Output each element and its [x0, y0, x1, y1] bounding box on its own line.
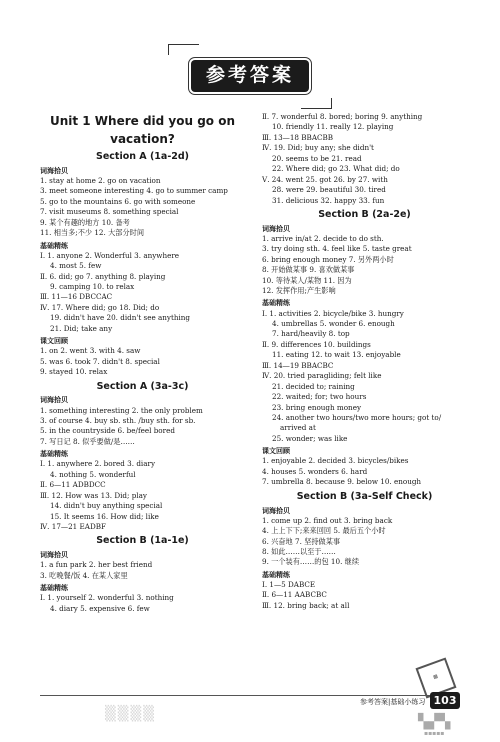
site-logo-image: ▚▞▚ — [418, 714, 451, 730]
answer-line: 20. seems to be 21. read — [272, 153, 362, 163]
sub-heading: 词海拾贝 — [262, 224, 290, 233]
answer-line: 6. 兴奋地 7. 坚持做某事 — [262, 536, 341, 546]
answer-line: Ⅲ. 12. bring back; at all — [262, 600, 350, 610]
answer-line: 21. decided to; raining — [272, 381, 355, 391]
section-title: Section A (1a-2d) — [95, 151, 190, 162]
answer-line: 10. 等待某人/某物 11. 因为 — [262, 275, 352, 285]
answer-line: 3. meet someone interesting 4. go to summer camp — [40, 186, 228, 196]
title-decoration-right — [301, 98, 332, 109]
answer-line: Ⅰ. 1. activities 2. bicycle/bike 3. hungry — [262, 308, 404, 318]
answer-line: 3. of course 4. buy sb. sth. /buy sth. for sb. — [40, 415, 196, 425]
answer-line: Ⅲ. 11—16 DBCCAC — [40, 292, 113, 302]
answer-line: 4. umbrellas 5. wonder 6. enough — [272, 319, 395, 329]
answer-line: 19. didn't have 20. didn't see anything — [50, 313, 191, 323]
section-title: Section B (3a-Self Check) — [296, 490, 433, 502]
answer-line: Ⅳ. 19. Did; buy any; she didn't — [262, 143, 374, 153]
answer-line: 9. stayed 10. relax — [40, 367, 108, 377]
title-decoration-left — [168, 44, 199, 55]
answer-line: 9. 一个装有……的包 10. 继续 — [262, 557, 360, 567]
answer-line: Ⅲ. 12. How was 13. Did; play — [40, 490, 147, 500]
answer-line: Ⅰ. 1—5 DABCE — [262, 579, 316, 589]
answer-line: Ⅳ. 17. Where did; go 18. Did; do — [40, 302, 160, 312]
answer-line: 8. 开始做某事 9. 喜欢做某事 — [262, 265, 355, 275]
answer-line: 7. visit museums 8. something special — [40, 207, 179, 217]
answer-line: 25. wonder; was like — [272, 433, 348, 443]
section-title: Section A (3a-3c) — [96, 380, 189, 392]
section-title: Section B (2a-2e) — [318, 208, 411, 220]
answer-line: 1. come up 2. find out 3. bring back — [262, 515, 393, 525]
sub-heading: 词海拾贝 — [40, 166, 68, 175]
answer-line: 6. bring enough money 7. 另外两小时 — [262, 254, 394, 264]
answer-line: 1. enjoyable 2. decided 3. bicycles/bikes — [262, 456, 409, 466]
footer-divider — [40, 695, 460, 696]
answer-line: 1. arrive in/at 2. decide to do sth. — [262, 233, 384, 243]
sub-heading: 课文回顾 — [40, 337, 68, 346]
answer-line: 4. nothing 5. wonderful — [50, 469, 136, 479]
answer-line: Ⅰ. 1. anyone 2. Wonderful 3. anywhere — [40, 250, 180, 260]
right-column — [262, 112, 467, 611]
footer-label: 参考答案|基础小练习 — [360, 698, 426, 706]
answer-line: 1. stay at home 2. go on vacation — [40, 175, 161, 185]
answer-line: 24. another two hours/two more hours; got to/ — [272, 412, 442, 422]
answer-line: 10. friendly 11. really 12. playing — [272, 122, 394, 132]
answer-line: Ⅳ. 17—21 EADBF — [40, 522, 106, 532]
answer-line: Ⅱ. 6. did; go 7. anything 8. playing — [40, 271, 166, 281]
page-title: 参考答案 — [191, 60, 309, 92]
answer-line: 14. didn't buy anything special — [50, 501, 163, 511]
page-number: 103 — [430, 692, 460, 709]
answer-line: 11. eating 12. to wait 13. enjoyable — [272, 350, 401, 360]
answer-line: 1. something interesting 2. the only problem — [40, 405, 203, 415]
answer-line: Ⅱ. 7. wonderful 8. bored; boring 9. anything — [262, 112, 423, 121]
answer-line: Ⅲ. 13—18 BBACBB — [262, 132, 334, 142]
answer-line: 5. was 6. took 7. didn't 8. special — [40, 356, 160, 366]
answer-line: Ⅱ. 9. differences 10. buildings — [262, 339, 371, 349]
answer-line: Ⅲ. 14—19 BBACBC — [262, 360, 334, 370]
sub-heading: 基础精练 — [262, 299, 290, 308]
answer-line: 7. 写日记 8. 似乎要做/是…… — [40, 436, 135, 446]
answer-line: Ⅳ. 20. tried paragliding; felt like — [262, 371, 382, 381]
sub-heading: 词海拾贝 — [40, 551, 68, 560]
left-column — [40, 112, 245, 614]
answer-line: arrived at — [280, 423, 316, 433]
sub-heading: 基础精练 — [40, 450, 68, 459]
answer-line: 5. in the countryside 6. be/feel bored — [40, 426, 175, 436]
answer-line: 4. most 5. few — [50, 261, 102, 271]
answer-line: 7. hard/heavily 8. top — [272, 329, 350, 339]
answer-line: Ⅱ. 6—11 ADBDCC — [40, 480, 106, 490]
answer-line: 22. waited; for; two hours — [272, 392, 367, 402]
answer-line: 28. were 29. beautiful 30. tired — [272, 185, 386, 195]
site-logo-subline: ▪▪▪▪▪ — [424, 730, 445, 737]
answer-line: 22. Where did; go 23. What did; do — [272, 164, 400, 174]
watermark-image: ▒▒▒▒ — [105, 706, 157, 722]
answer-line: 7. umbrella 8. because 9. below 10. enough — [262, 477, 422, 487]
answer-line: Ⅰ. 1. anywhere 2. bored 3. diary — [40, 459, 156, 469]
answer-line: 15. It seems 16. How did; like — [50, 511, 159, 521]
answer-line: 31. delicious 32. happy 33. fun — [272, 195, 385, 205]
answer-line: 1. a fun park 2. her best friend — [40, 560, 153, 570]
sub-heading: 课文回顾 — [262, 447, 290, 456]
answer-line: Ⅰ. 1. yourself 2. wonderful 3. nothing — [40, 593, 174, 603]
answer-line: 8. 如此……以至于…… — [262, 546, 336, 556]
answer-line: 21. Did; take any — [50, 323, 113, 333]
answer-line: 3. try doing sth. 4. feel like 5. taste great — [262, 244, 412, 254]
sub-heading: 基础精练 — [40, 584, 68, 593]
stamp-image: ▦ — [415, 657, 456, 698]
section-title: Section B (1a-1e) — [96, 535, 189, 547]
answer-line: Ⅴ. 24. went 25. got 26. by 27. with — [262, 174, 388, 184]
answer-line: 11. 相当多;不少 12. 大部分时间 — [40, 228, 145, 238]
answer-line: 23. bring enough money — [272, 402, 362, 412]
sub-heading: 词海拾贝 — [262, 506, 290, 515]
unit-title: Unit 1 Where did you go on vacation? — [49, 114, 236, 146]
answer-line: 1. on 2. went 3. with 4. saw — [40, 346, 141, 356]
answer-line: 4. diary 5. expensive 6. few — [50, 603, 150, 613]
sub-heading: 词海拾贝 — [40, 396, 68, 405]
sub-heading: 基础精练 — [40, 241, 68, 250]
answer-line: 4. houses 5. wonders 6. hard — [262, 466, 368, 476]
answer-line: 5. go to the mountains 6. go with someone — [40, 196, 196, 206]
answer-line: 9. camping 10. to relax — [50, 281, 135, 291]
sub-heading: 基础精练 — [262, 570, 290, 579]
answer-line: Ⅱ. 6—11 AABCBC — [262, 590, 327, 600]
answer-line: 9. 某个有趣的地方 10. 备考 — [40, 217, 130, 227]
answer-line: 3. 吃晚餐/饭 4. 在某人家里 — [40, 570, 128, 580]
answer-line: 4. 上上下下;来来回回 5. 最后五个小时 — [262, 526, 386, 536]
answer-line: 12. 发挥作用;产生影响 — [262, 286, 336, 296]
